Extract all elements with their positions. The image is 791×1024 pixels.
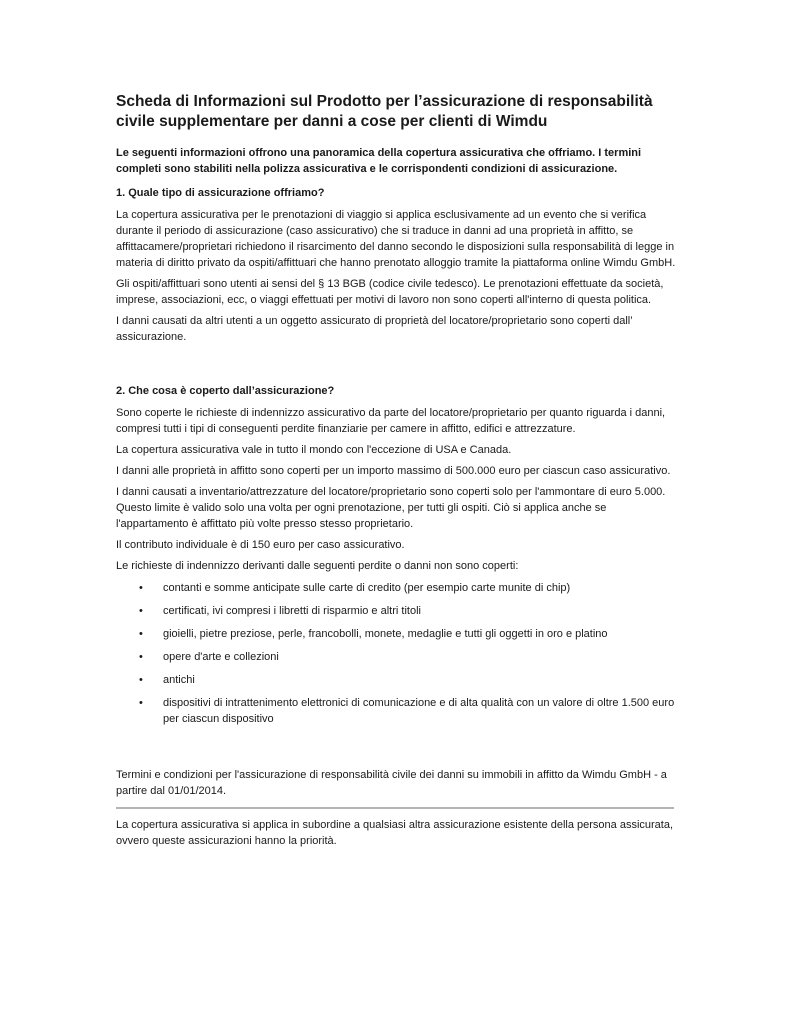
- section-2-heading: 2. Che cosa è coperto dall’assicurazione?: [116, 385, 335, 397]
- document-page: [116, 92, 678, 849]
- section-2-paragraph: Le richieste di indennizzo derivanti dalle seguenti perdite o danni non sono coperti:: [116, 560, 519, 572]
- section-1-paragraph: I danni causati da altri utenti a un oggetto assicurato di proprietà del locatore/proprietario sono coperti dall’ assicurazione.: [116, 315, 633, 343]
- bullet-icon: •: [139, 697, 143, 709]
- list-item-text: gioielli, pietre preziose, perle, francobolli, monete, medaglie e tutti gli oggetti in oro e platino: [163, 628, 608, 640]
- list-item: [116, 603, 678, 619]
- intro-paragraph: Le seguenti informazioni offrono una panoramica della copertura assicurativa che offriamo. I termini completi sono stabiliti nella polizza assicurativa e le corrispondenti condizioni di assicurazione.: [116, 147, 642, 175]
- section-1-heading: 1. Quale tipo di assicurazione offriamo?: [116, 187, 325, 199]
- document-title: Scheda di Informazioni sul Prodotto per l’assicurazione di responsabilità civile supplementare per danni a cose per clienti di Wimdu: [116, 93, 653, 130]
- section-2-paragraph: I danni causati a inventario/attrezzature del locatore/proprietario sono coperti solo per l'ammontare di euro 5.000. Questo limite è valido solo una volta per ogni prenotazione, per tutti gli ospiti. Ciò si applica anche se l'appartamento è affittato più volte presso stesso proprietario.: [116, 486, 666, 530]
- list-item: [116, 580, 678, 596]
- list-item-text: contanti e somme anticipate sulle carte di credito (per esempio carte munite di chip): [163, 582, 571, 594]
- footer-note: La copertura assicurativa si applica in subordine a qualsiasi altra assicurazione esistente della persona assicurata, ovvero queste assicurazioni hanno la priorità.: [116, 819, 674, 847]
- list-item: [116, 672, 678, 688]
- exclusions-list: [116, 580, 678, 727]
- section-spacer: [116, 350, 678, 383]
- section-2-paragraph: La copertura assicurativa vale in tutto il mondo con l'eccezione di USA e Canada.: [116, 444, 512, 456]
- list-item-text: certificati, ivi compresi i libretti di risparmio e altri titoli: [163, 605, 421, 617]
- section-1-paragraph: La copertura assicurativa per le prenotazioni di viaggio si applica esclusivamente ad un evento che si verifica durante il periodo di assicurazione (caso assicurativo) che si traduce in danni ad una proprietà in affitto, se affittacamere/proprietari richiedono il risarcimento del danno secondo le disposizioni sulla responsabilità di legge in materia di diritto privato da ospiti/affittuari che hanno prenotato alloggio tramite la piattaforma online Wimdu GmbH.: [116, 209, 676, 269]
- list-item: [116, 649, 678, 665]
- section-1-paragraph: Gli ospiti/affittuari sono utenti ai sensi del § 13 BGB (codice civile tedesco). Le prenotazioni effettuate da società, imprese, associazioni, ecc, o viaggi effettuati per motivi di lavoro non sono coperti all'interno di questa politica.: [116, 278, 664, 306]
- bullet-icon: •: [139, 605, 143, 617]
- terms-paragraph: Termini e condizioni per l'assicurazione di responsabilità civile dei danni su immobili in affitto da Wimdu GmbH - a partire dal 01/01/2014.: [116, 769, 667, 797]
- list-item-text: opere d'arte e collezioni: [163, 651, 279, 663]
- bullet-icon: •: [139, 651, 143, 663]
- list-item: [116, 695, 678, 727]
- list-item-text: dispositivi di intrattenimento elettronici di comunicazione e di alta qualità con un valore di oltre 1.500 euro per ciascun dispositivo: [163, 697, 675, 725]
- section-2-paragraph: I danni alle proprietà in affitto sono coperti per un importo massimo di 500.000 euro per ciascun caso assicurativo.: [116, 465, 671, 477]
- bullet-icon: •: [139, 628, 143, 640]
- horizontal-divider: [116, 807, 674, 809]
- bullet-icon: •: [139, 674, 143, 686]
- bullet-icon: •: [139, 582, 143, 594]
- section-2-paragraph: Sono coperte le richieste di indennizzo assicurativo da parte del locatore/proprietario per quanto riguarda i danni, compresi tutti i tipi di conseguenti perdite finanziarie per camere in affitto, edifici e attrezzature.: [116, 407, 666, 435]
- list-item: [116, 626, 678, 642]
- section-2-paragraph: Il contributo individuale è di 150 euro per caso assicurativo.: [116, 539, 405, 551]
- list-item-text: antichi: [163, 674, 195, 686]
